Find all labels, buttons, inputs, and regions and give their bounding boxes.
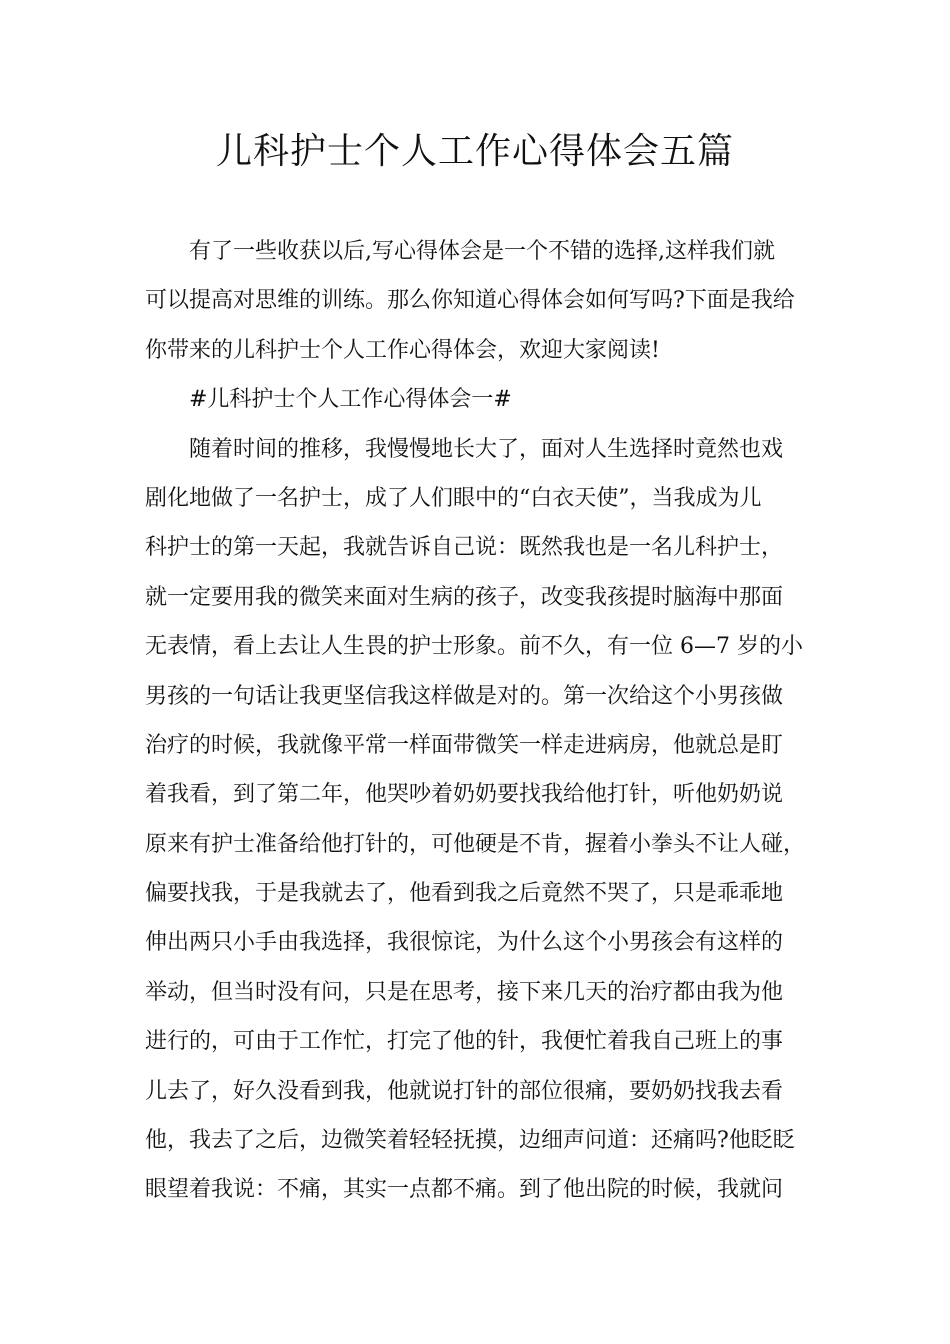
document-body (145, 227, 825, 1215)
text-line: 剧化地做了一名护士，成了人们眼中的“白衣天使”，当我成为儿 (145, 485, 762, 511)
text-line: 举动，但当时没有问，只是在思考，接下来几天的治疗都由我为他 (145, 979, 784, 1005)
section-heading: #儿科护士个人工作心得体会一# (189, 387, 512, 413)
text-line: 可以提高对思维的训练。那么你知道心得体会如何写吗?下面是我给 (145, 288, 795, 314)
text-line: 随着时间的推移，我慢慢地长大了，面对人生选择时竟然也戏 (189, 436, 784, 462)
text-line: 偏要找我，于是我就去了，他看到我之后竟然不哭了，只是乖乖地 (145, 881, 784, 907)
text-line: 眼望着我说：不痛，其实一点都不痛。到了他出院的时候，我就问 (145, 1177, 784, 1203)
text-line: 他，我去了之后，边微笑着轻轻抚摸，边细声问道：还痛吗?他眨眨 (145, 1128, 795, 1154)
text-line: 有了一些收获以后,写心得体会是一个不错的选择,这样我们就 (189, 239, 775, 264)
text-line: 男孩的一句话让我更坚信我这样做是对的。第一次给这个小男孩做 (145, 683, 784, 709)
text-line: 无表情，看上去让人生畏的护士形象。前不久，有一位 6—7 岁的小 (145, 634, 803, 660)
text-line: 你带来的儿科护士个人工作心得体会，欢迎大家阅读! (145, 337, 660, 363)
text-line: 儿去了，好久没看到我，他就说打针的部位很痛，要奶奶找我去看 (145, 1078, 784, 1104)
text-line: 着我看，到了第二年，他哭吵着奶奶要找我给他打针，听他奶奶说 (145, 782, 784, 808)
text-line: 治疗的时候，我就像平常一样面带微笑一样走进病房，他就总是盯 (145, 732, 784, 758)
text-line: 就一定要用我的微笑来面对生病的孩子，改变我孩提时脑海中那面 (145, 584, 784, 610)
document-title: 儿科护士个人工作心得体会五篇 (215, 131, 734, 172)
text-line: 科护士的第一天起，我就告诉自己说：既然我也是一名儿科护士， (145, 535, 784, 561)
text-line: 伸出两只小手由我选择，我很惊诧，为什么这个小男孩会有这样的 (145, 930, 784, 956)
text-line: 进行的，可由于工作忙，打完了他的针，我便忙着我自己班上的事 (145, 1029, 784, 1055)
text-line: 原来有护士准备给他打针的，可他硬是不肯，握着小拳头不让人碰， (145, 831, 806, 857)
